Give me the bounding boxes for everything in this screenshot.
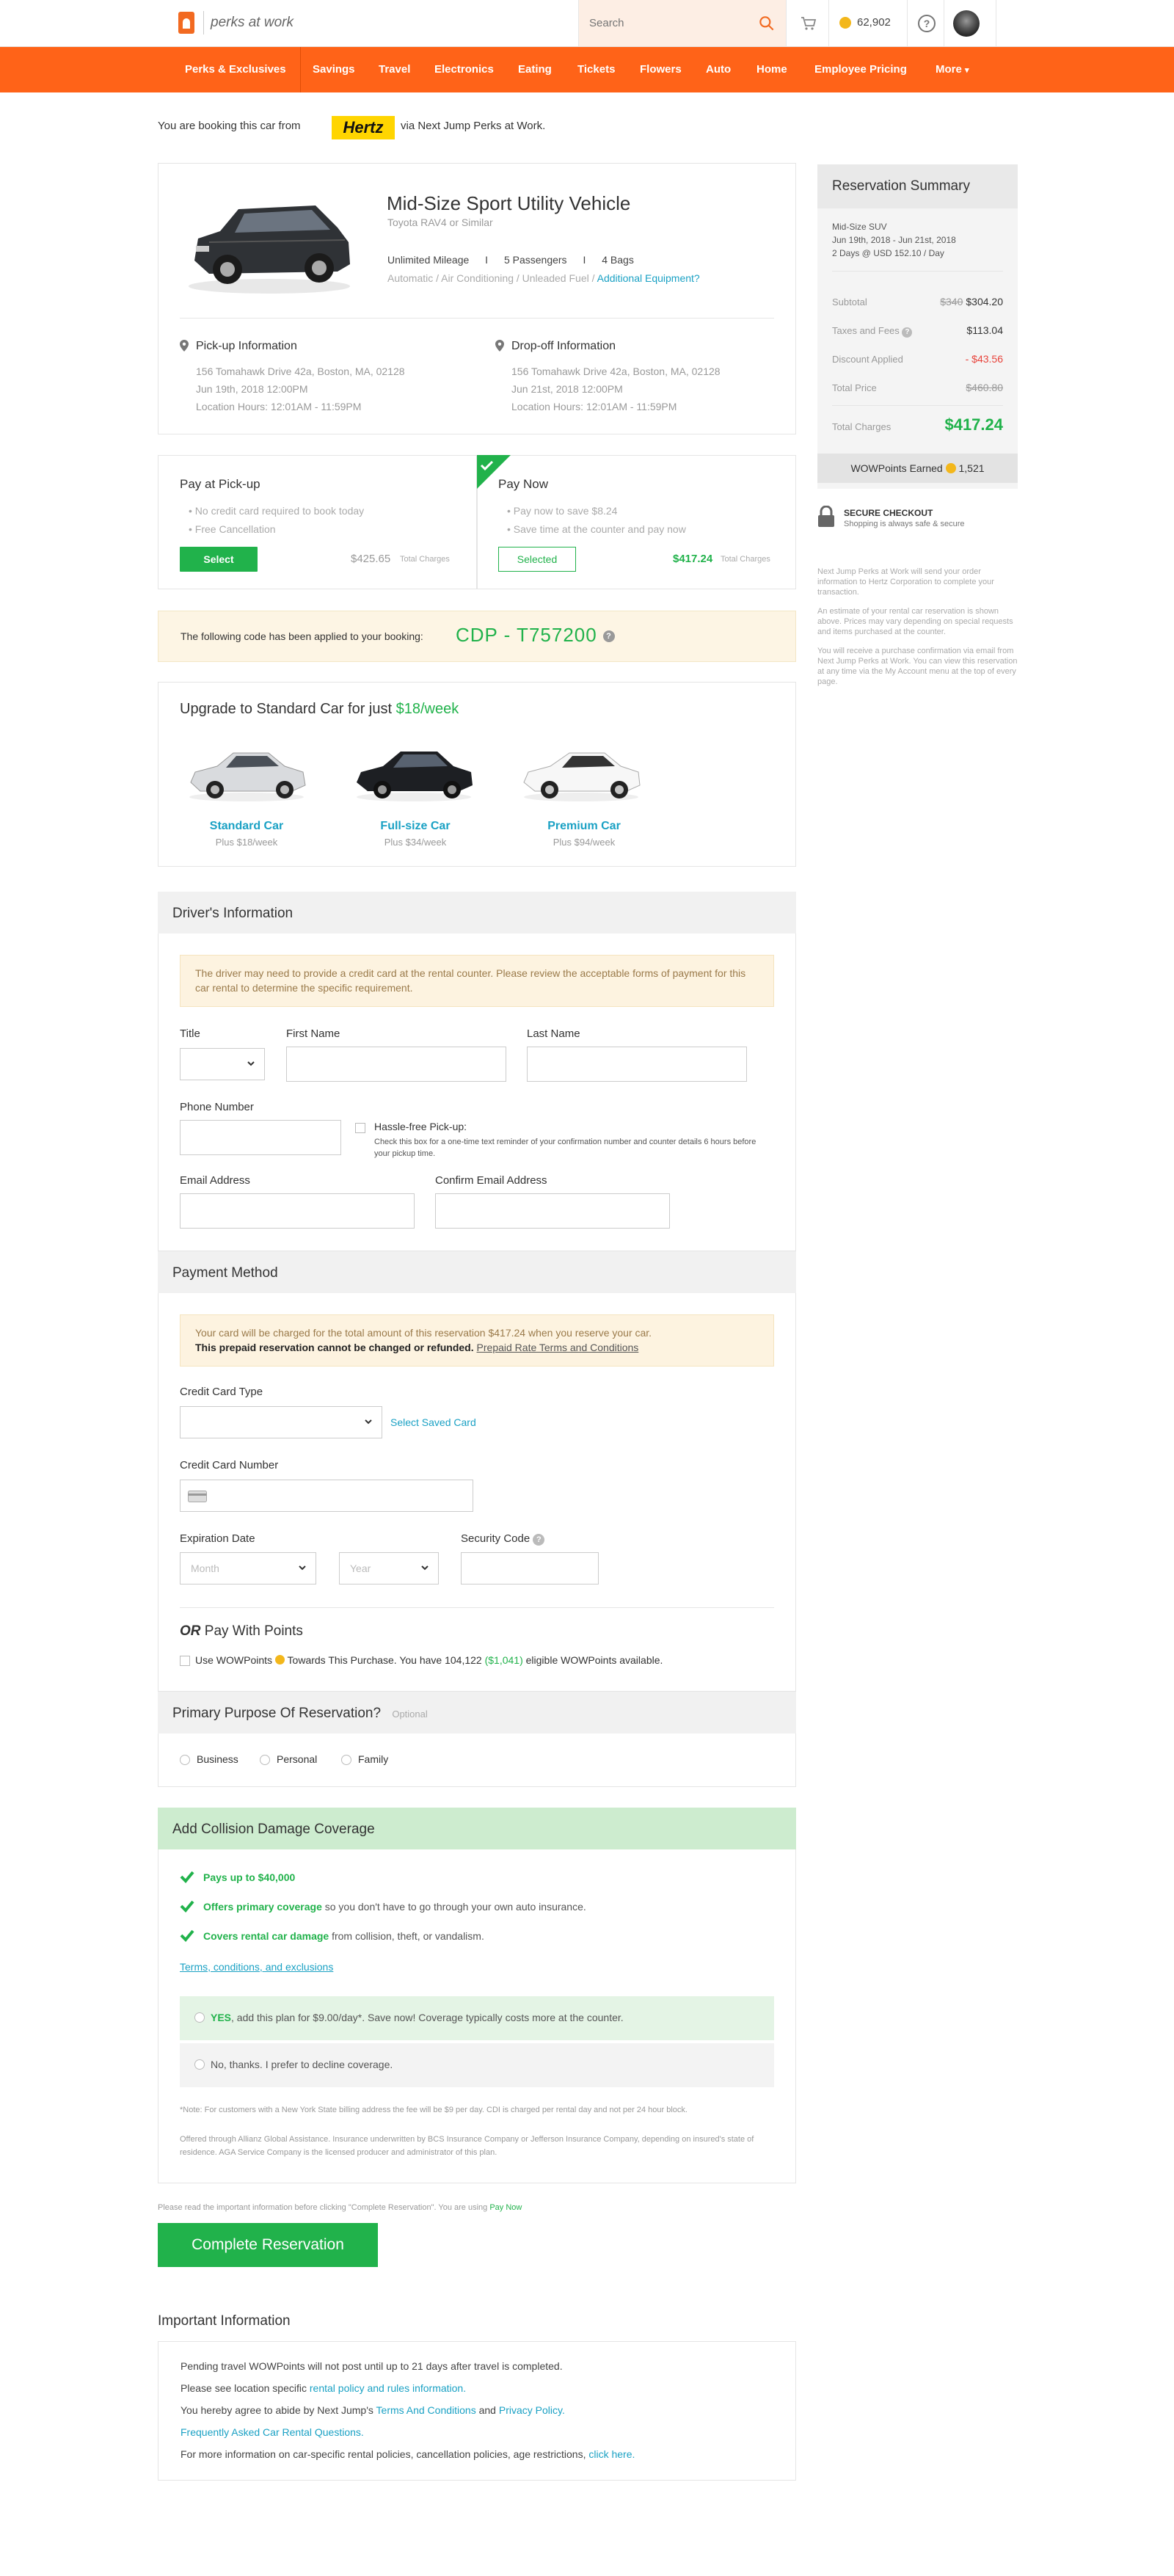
pickup-date: Jun 19th, 2018 12:00PM	[196, 383, 308, 395]
feature-bags: 4 Bags	[602, 254, 634, 266]
search-input[interactable]	[589, 13, 751, 32]
points-prefix: Use WOWPoints	[195, 1654, 273, 1666]
security-code-label-text: Security Code	[461, 1532, 531, 1545]
cdw-benefit	[203, 1901, 586, 1913]
subtotal-label: Subtotal	[832, 296, 867, 308]
complete-note	[158, 2201, 522, 2214]
wowpoints-earned-value: 1,521	[958, 462, 985, 474]
search-icon[interactable]	[757, 14, 776, 33]
payment-method-header	[158, 1251, 796, 1293]
pickup-hours: Location Hours: 12:01AM - 11:59PM	[196, 401, 362, 412]
total-charges-label: Total Charges	[832, 421, 892, 432]
summary-fine-print: An estimate of your rental car reservation is shown above. Prices may vary depending on special requests and items purchased at the counter.	[817, 607, 1013, 636]
premium-car-image[interactable]	[517, 734, 645, 804]
chevron-down-icon	[298, 1563, 307, 1572]
last-name-label: Last Name	[527, 1027, 580, 1040]
email-field[interactable]	[180, 1193, 415, 1229]
selected-pay-now-button[interactable]: Selected	[498, 547, 576, 572]
nav-item-travel[interactable]: Travel	[379, 63, 411, 76]
pay-pickup-title: Pay at Pick-up	[180, 477, 260, 491]
section-title	[172, 1706, 428, 1722]
use-wowpoints-checkbox[interactable]	[180, 1656, 190, 1666]
section-title: Payment Method	[172, 1265, 278, 1281]
summary-car: Mid-Size SUV	[832, 222, 887, 232]
payment-warning-line1: Your card will be charged for the total amount of this reservation $417.24 when you reserve your car.	[195, 1327, 652, 1339]
nav-item-more[interactable]	[936, 63, 969, 76]
important-line-text: Please see location specific	[181, 2382, 307, 2394]
important-info-card	[158, 2341, 796, 2481]
secure-checkout-title: SECURE CHECKOUT	[844, 508, 933, 518]
divider	[832, 271, 1003, 272]
cdw-underwriting-note: Offered through Allianz Global Assistance. Insurance underwritten by BCS Insurance Company or Jefferson Insurance Company, depending on insured's state of residence. AGA Service Company is the licensed producer and administrator of this plan.	[180, 2135, 754, 2157]
top-header	[0, 0, 1174, 47]
taxes-label-text: Taxes and Fees	[832, 325, 900, 336]
secure-checkout-subtitle: Shopping is always safe & secure	[844, 520, 965, 528]
code-banner-text: The following code has been applied to your booking:	[181, 630, 423, 642]
optional-label: Optional	[392, 1709, 428, 1720]
pay-pickup-price: $425.65	[351, 553, 391, 565]
important-line-text: You hereby agree to abide by Next Jump's	[181, 2404, 373, 2416]
important-line	[181, 2448, 635, 2460]
terms-link[interactable]: Terms And Conditions	[376, 2404, 476, 2416]
complete-note-text: Please read the important information before clicking "Complete Reservation". You are using	[158, 2203, 488, 2212]
dropoff-title: Drop-off Information	[511, 340, 616, 352]
pickup-title: Pick-up Information	[196, 340, 297, 352]
cdw-benefit	[203, 1871, 295, 1883]
nav-item-auto[interactable]: Auto	[706, 63, 732, 76]
title-label: Title	[180, 1027, 200, 1040]
additional-equipment-link[interactable]: Additional Equipment?	[597, 272, 700, 284]
pay-now-line: • Save time at the counter and pay now	[507, 523, 686, 535]
phone-field[interactable]	[180, 1120, 341, 1155]
features-secondary-text: Automatic / Air Conditioning / Unleaded Fuel /	[387, 272, 595, 284]
purpose-family-label: Family	[358, 1753, 389, 1765]
purpose-personal-label: Personal	[277, 1753, 318, 1765]
hassle-free-description: Check this box for a one-time text reminder of your confirmation number and counter details 6 hours before your pickup time.	[374, 1138, 756, 1158]
location-pin-icon	[495, 340, 504, 352]
vehicle-features-secondary	[387, 272, 700, 284]
points-mid: Towards This Purchase. You have 104,122	[287, 1654, 482, 1666]
dropoff-address: 156 Tomahawk Drive 42a, Boston, MA, 02128	[511, 365, 721, 377]
important-line	[181, 2404, 565, 2416]
main-nav	[0, 47, 1174, 92]
full-size-car-image[interactable]	[349, 734, 478, 804]
cdw-benefit-text: from collision, theft, or vandalism.	[329, 1930, 484, 1942]
cdw-benefit	[203, 1930, 484, 1942]
pay-now-price: $417.24	[673, 553, 713, 565]
section-title: Add Collision Damage Coverage	[172, 1822, 375, 1837]
select-saved-card-link[interactable]: Select Saved Card	[390, 1416, 476, 1428]
discount-label: Discount Applied	[832, 354, 903, 365]
or-label: OR	[180, 1623, 201, 1639]
points-balance[interactable]	[828, 0, 907, 46]
nav-item-employee-pricing[interactable]: Employee Pricing	[814, 63, 907, 76]
important-line: Pending travel WOWPoints will not post until up to 21 days after travel is completed.	[181, 2360, 563, 2372]
points-value: 62,902	[857, 16, 891, 29]
reservation-summary	[817, 164, 1018, 489]
pay-with-points-title: Pay With Points	[204, 1623, 303, 1639]
code-applied-banner	[158, 611, 796, 662]
hertz-logo: Hertz	[332, 116, 395, 139]
help-icon: ?	[918, 15, 936, 32]
payment-mode-link[interactable]: Pay Now	[489, 2203, 522, 2212]
wowpoints-coin-icon	[946, 463, 956, 473]
rental-policy-link[interactable]: rental policy and rules information.	[309, 2382, 467, 2394]
total-price-label: Total Price	[832, 382, 877, 393]
summary-rate: 2 Days @ USD 152.10 / Day	[832, 248, 944, 258]
nav-item-flowers[interactable]: Flowers	[640, 63, 682, 76]
points-suffix: eligible WOWPoints available.	[525, 1654, 663, 1666]
first-name-label: First Name	[286, 1027, 340, 1040]
cdw-yes-text: , add this plan for $9.00/day*. Save now! Coverage typically costs more at the counter.	[231, 2012, 624, 2023]
cart-icon	[800, 15, 817, 32]
divider	[180, 1607, 774, 1608]
section-title: Driver's Information	[172, 906, 294, 921]
important-line-text: For more information on car-specific rental policies, cancellation policies, age restrictions,	[181, 2448, 586, 2460]
expiration-month-select[interactable]	[180, 1552, 316, 1584]
taxes-label	[832, 325, 912, 338]
account-button[interactable]	[944, 0, 996, 46]
feature-mileage: Unlimited Mileage	[387, 254, 470, 266]
upgrade-standard-link[interactable]: Standard Car	[209, 820, 284, 832]
month-placeholder: Month	[191, 1562, 219, 1574]
first-name-field[interactable]	[286, 1047, 506, 1082]
total-price-value: $460.80	[966, 382, 1003, 393]
purpose-header	[158, 1692, 796, 1733]
cdw-card	[158, 1808, 796, 2183]
subtotal-old: $340	[940, 296, 963, 308]
purpose-personal-radio[interactable]	[260, 1755, 270, 1765]
year-placeholder: Year	[350, 1562, 371, 1574]
discount-code-value: CDP - T757200	[456, 624, 597, 646]
cdw-header	[158, 1808, 796, 1849]
important-line	[181, 2426, 364, 2438]
pickup-address: 156 Tomahawk Drive 42a, Boston, MA, 02128	[196, 365, 405, 377]
expiration-label: Expiration Date	[180, 1532, 255, 1545]
chevron-down-icon	[420, 1563, 429, 1572]
pay-now-price-note: Total Charges	[721, 555, 770, 564]
complete-reservation-button[interactable]: Complete Reservation	[158, 2223, 378, 2267]
intro-suffix: via Next Jump Perks at Work.	[401, 120, 546, 132]
driver-warning-text: The driver may need to provide a credit card at the rental counter. Please review the acceptable forms of payment for this car rental to determine the specific requirement.	[195, 967, 746, 994]
purpose-family-radio[interactable]	[341, 1755, 351, 1765]
no-refund-notice: This prepaid reservation cannot be changed or refunded.	[195, 1342, 474, 1353]
purpose-title: Primary Purpose Of Reservation?	[172, 1706, 382, 1721]
summary-fine-print: You will receive a purchase confirmation via email from Next Jump Perks at Work. You can view this reservation at any time via the My Account menu at the top of every page.	[817, 647, 1018, 686]
divider	[832, 405, 1003, 406]
help-icon[interactable]: ?	[603, 630, 615, 642]
driver-warning	[180, 955, 774, 1007]
cdw-accept-label	[211, 2012, 624, 2023]
cdw-yes: YES	[211, 2012, 232, 2023]
nav-item-savings[interactable]: Savings	[313, 63, 355, 76]
cdw-terms-link[interactable]: Terms, conditions, and exclusions	[180, 1961, 334, 1973]
help-icon[interactable]: ?	[902, 327, 912, 338]
title-select[interactable]	[180, 1048, 265, 1080]
location-pin-icon	[180, 340, 189, 352]
checkmark-icon	[180, 1870, 194, 1883]
cdw-benefit-bold: Covers rental car damage	[203, 1930, 329, 1942]
feature-passengers: 5 Passengers	[503, 254, 567, 266]
intro-prefix: You are booking this car from	[158, 120, 301, 132]
wowpoints-earned-label: WOWPoints Earned	[850, 462, 943, 474]
pay-pickup-line: • No credit card required to book today	[189, 505, 365, 517]
more-info-link[interactable]: click here.	[588, 2448, 635, 2460]
purpose-business-radio[interactable]	[180, 1755, 190, 1765]
discount-value: - $43.56	[965, 353, 1003, 365]
nav-item-perks-exclusives[interactable]: Perks & Exclusives	[185, 63, 286, 76]
cdw-benefit-bold: Pays up to $40,000	[203, 1871, 296, 1883]
standard-car-image[interactable]	[182, 734, 310, 804]
upgrade-full-size-link[interactable]: Full-size Car	[380, 820, 451, 832]
discount-code	[456, 624, 615, 647]
card-type-label: Credit Card Type	[180, 1386, 263, 1398]
points-dollar-value: ($1,041)	[484, 1654, 523, 1666]
nav-more-label: More	[936, 63, 962, 76]
vehicle-subtitle: Toyota RAV4 or Similar	[387, 217, 493, 228]
pay-pickup-line: • Free Cancellation	[189, 523, 276, 535]
divider	[180, 318, 774, 319]
search-box	[578, 0, 786, 46]
upgrade-title-text: Upgrade to Standard Car for just	[180, 701, 393, 717]
lock-icon	[817, 506, 835, 528]
upgrade-premium-price: Plus $94/week	[553, 837, 616, 848]
confirm-email-field[interactable]	[435, 1193, 670, 1229]
logo-divider	[203, 11, 204, 34]
security-code-field[interactable]	[461, 1552, 599, 1584]
hassle-free-label: Hassle-free Pick-up:	[374, 1121, 467, 1132]
important-line-text: and	[478, 2404, 496, 2416]
wowpoints-earned	[817, 454, 1018, 483]
confirm-email-label: Confirm Email Address	[435, 1174, 547, 1187]
purpose-business-label: Business	[197, 1753, 238, 1765]
chevron-down-icon	[247, 1059, 255, 1068]
nav-divider	[300, 47, 301, 92]
summary-fine-print: Next Jump Perks at Work will send your order information to Hertz Corporation to complete your transaction.	[817, 567, 994, 597]
upgrade-full-size-price: Plus $34/week	[384, 837, 447, 848]
prepaid-terms-link[interactable]: Prepaid Rate Terms and Conditions	[476, 1342, 639, 1353]
wowpoints-coin-icon	[839, 17, 851, 29]
cdw-benefit-text: so you don't have to go through your own auto insurance.	[321, 1901, 586, 1913]
pay-now-title: Pay Now	[498, 477, 549, 491]
upgrade-price: $18/week	[395, 701, 459, 717]
privacy-policy-link[interactable]: Privacy Policy.	[498, 2404, 565, 2416]
help-icon[interactable]: ?	[533, 1534, 544, 1546]
faq-link[interactable]: Frequently Asked Car Rental Questions.	[181, 2426, 364, 2438]
card-number-label: Credit Card Number	[180, 1459, 279, 1471]
pay-with-points-heading	[180, 1623, 303, 1640]
cdw-accept-radio[interactable]	[194, 2012, 205, 2023]
nav-item-eating[interactable]: Eating	[518, 63, 552, 76]
cdw-decline-option[interactable]	[180, 2043, 774, 2087]
vehicle-features	[387, 254, 647, 266]
chevron-down-icon: ▾	[965, 66, 969, 75]
cdw-note: *Note: For customers with a New York State billing address the fee will be $9 per day. CDI is charged per rental day and not per 24 hour block.	[180, 2106, 688, 2114]
subtotal-new: $304.20	[966, 296, 1003, 308]
logo-text[interactable]: perks at work	[211, 15, 294, 30]
summary-header	[817, 164, 1018, 208]
payment-warning-line2	[195, 1340, 760, 1355]
last-name-field[interactable]	[527, 1047, 747, 1082]
credit-card-icon	[188, 1491, 207, 1502]
perks-logo-icon[interactable]	[178, 12, 194, 34]
checkmark-icon	[180, 1929, 194, 1942]
chevron-down-icon	[364, 1417, 373, 1426]
card-type-select[interactable]	[180, 1406, 382, 1438]
nav-item-electronics[interactable]: Electronics	[434, 63, 494, 76]
important-info-heading: Important Information	[158, 2313, 291, 2329]
dropoff-date: Jun 21st, 2018 12:00PM	[511, 383, 623, 395]
feature-sep: I	[485, 254, 489, 266]
card-number-field[interactable]	[180, 1480, 473, 1512]
use-wowpoints-label	[195, 1654, 663, 1666]
important-line	[181, 2382, 466, 2394]
cdw-decline-label: No, thanks. I prefer to decline coverage.	[211, 2059, 393, 2070]
upgrade-standard-price: Plus $18/week	[215, 837, 278, 848]
subtotal-value	[940, 296, 1003, 308]
summary-dates: Jun 19th, 2018 - Jun 21st, 2018	[832, 235, 956, 245]
hassle-free-checkbox[interactable]	[355, 1123, 365, 1133]
pay-pickup-price-note: Total Charges	[400, 555, 450, 564]
expiration-year-select[interactable]	[339, 1552, 439, 1584]
security-code-label	[461, 1532, 544, 1546]
pay-now-line: • Pay now to save $8.24	[507, 505, 618, 517]
driver-info-header	[158, 892, 796, 934]
payment-warning	[180, 1314, 774, 1367]
upgrade-title	[180, 701, 459, 718]
nav-item-home[interactable]: Home	[756, 63, 787, 76]
taxes-value: $113.04	[966, 324, 1003, 336]
wowpoints-coin-icon	[275, 1655, 285, 1664]
phone-label: Phone Number	[180, 1101, 254, 1113]
upgrade-premium-link[interactable]: Premium Car	[547, 820, 621, 832]
suv-car-image	[180, 187, 360, 297]
cart-button[interactable]	[786, 0, 828, 46]
cdw-benefit-bold: Offers primary coverage	[203, 1901, 322, 1913]
nav-item-tickets[interactable]: Tickets	[577, 63, 616, 76]
checkmark-icon	[180, 1899, 194, 1913]
email-label: Email Address	[180, 1174, 250, 1187]
dropoff-hours: Location Hours: 12:01AM - 11:59PM	[511, 401, 677, 412]
select-pay-pickup-button[interactable]: Select	[180, 547, 258, 572]
cdw-accept-option[interactable]	[180, 1996, 774, 2040]
help-button[interactable]	[907, 0, 944, 46]
vehicle-title: Mid-Size Sport Utility Vehicle	[387, 192, 631, 214]
total-charges-value: $417.24	[944, 415, 1003, 434]
summary-title: Reservation Summary	[832, 178, 970, 194]
avatar	[953, 10, 980, 37]
cdw-decline-radio[interactable]	[194, 2059, 205, 2070]
feature-sep: I	[583, 254, 586, 266]
